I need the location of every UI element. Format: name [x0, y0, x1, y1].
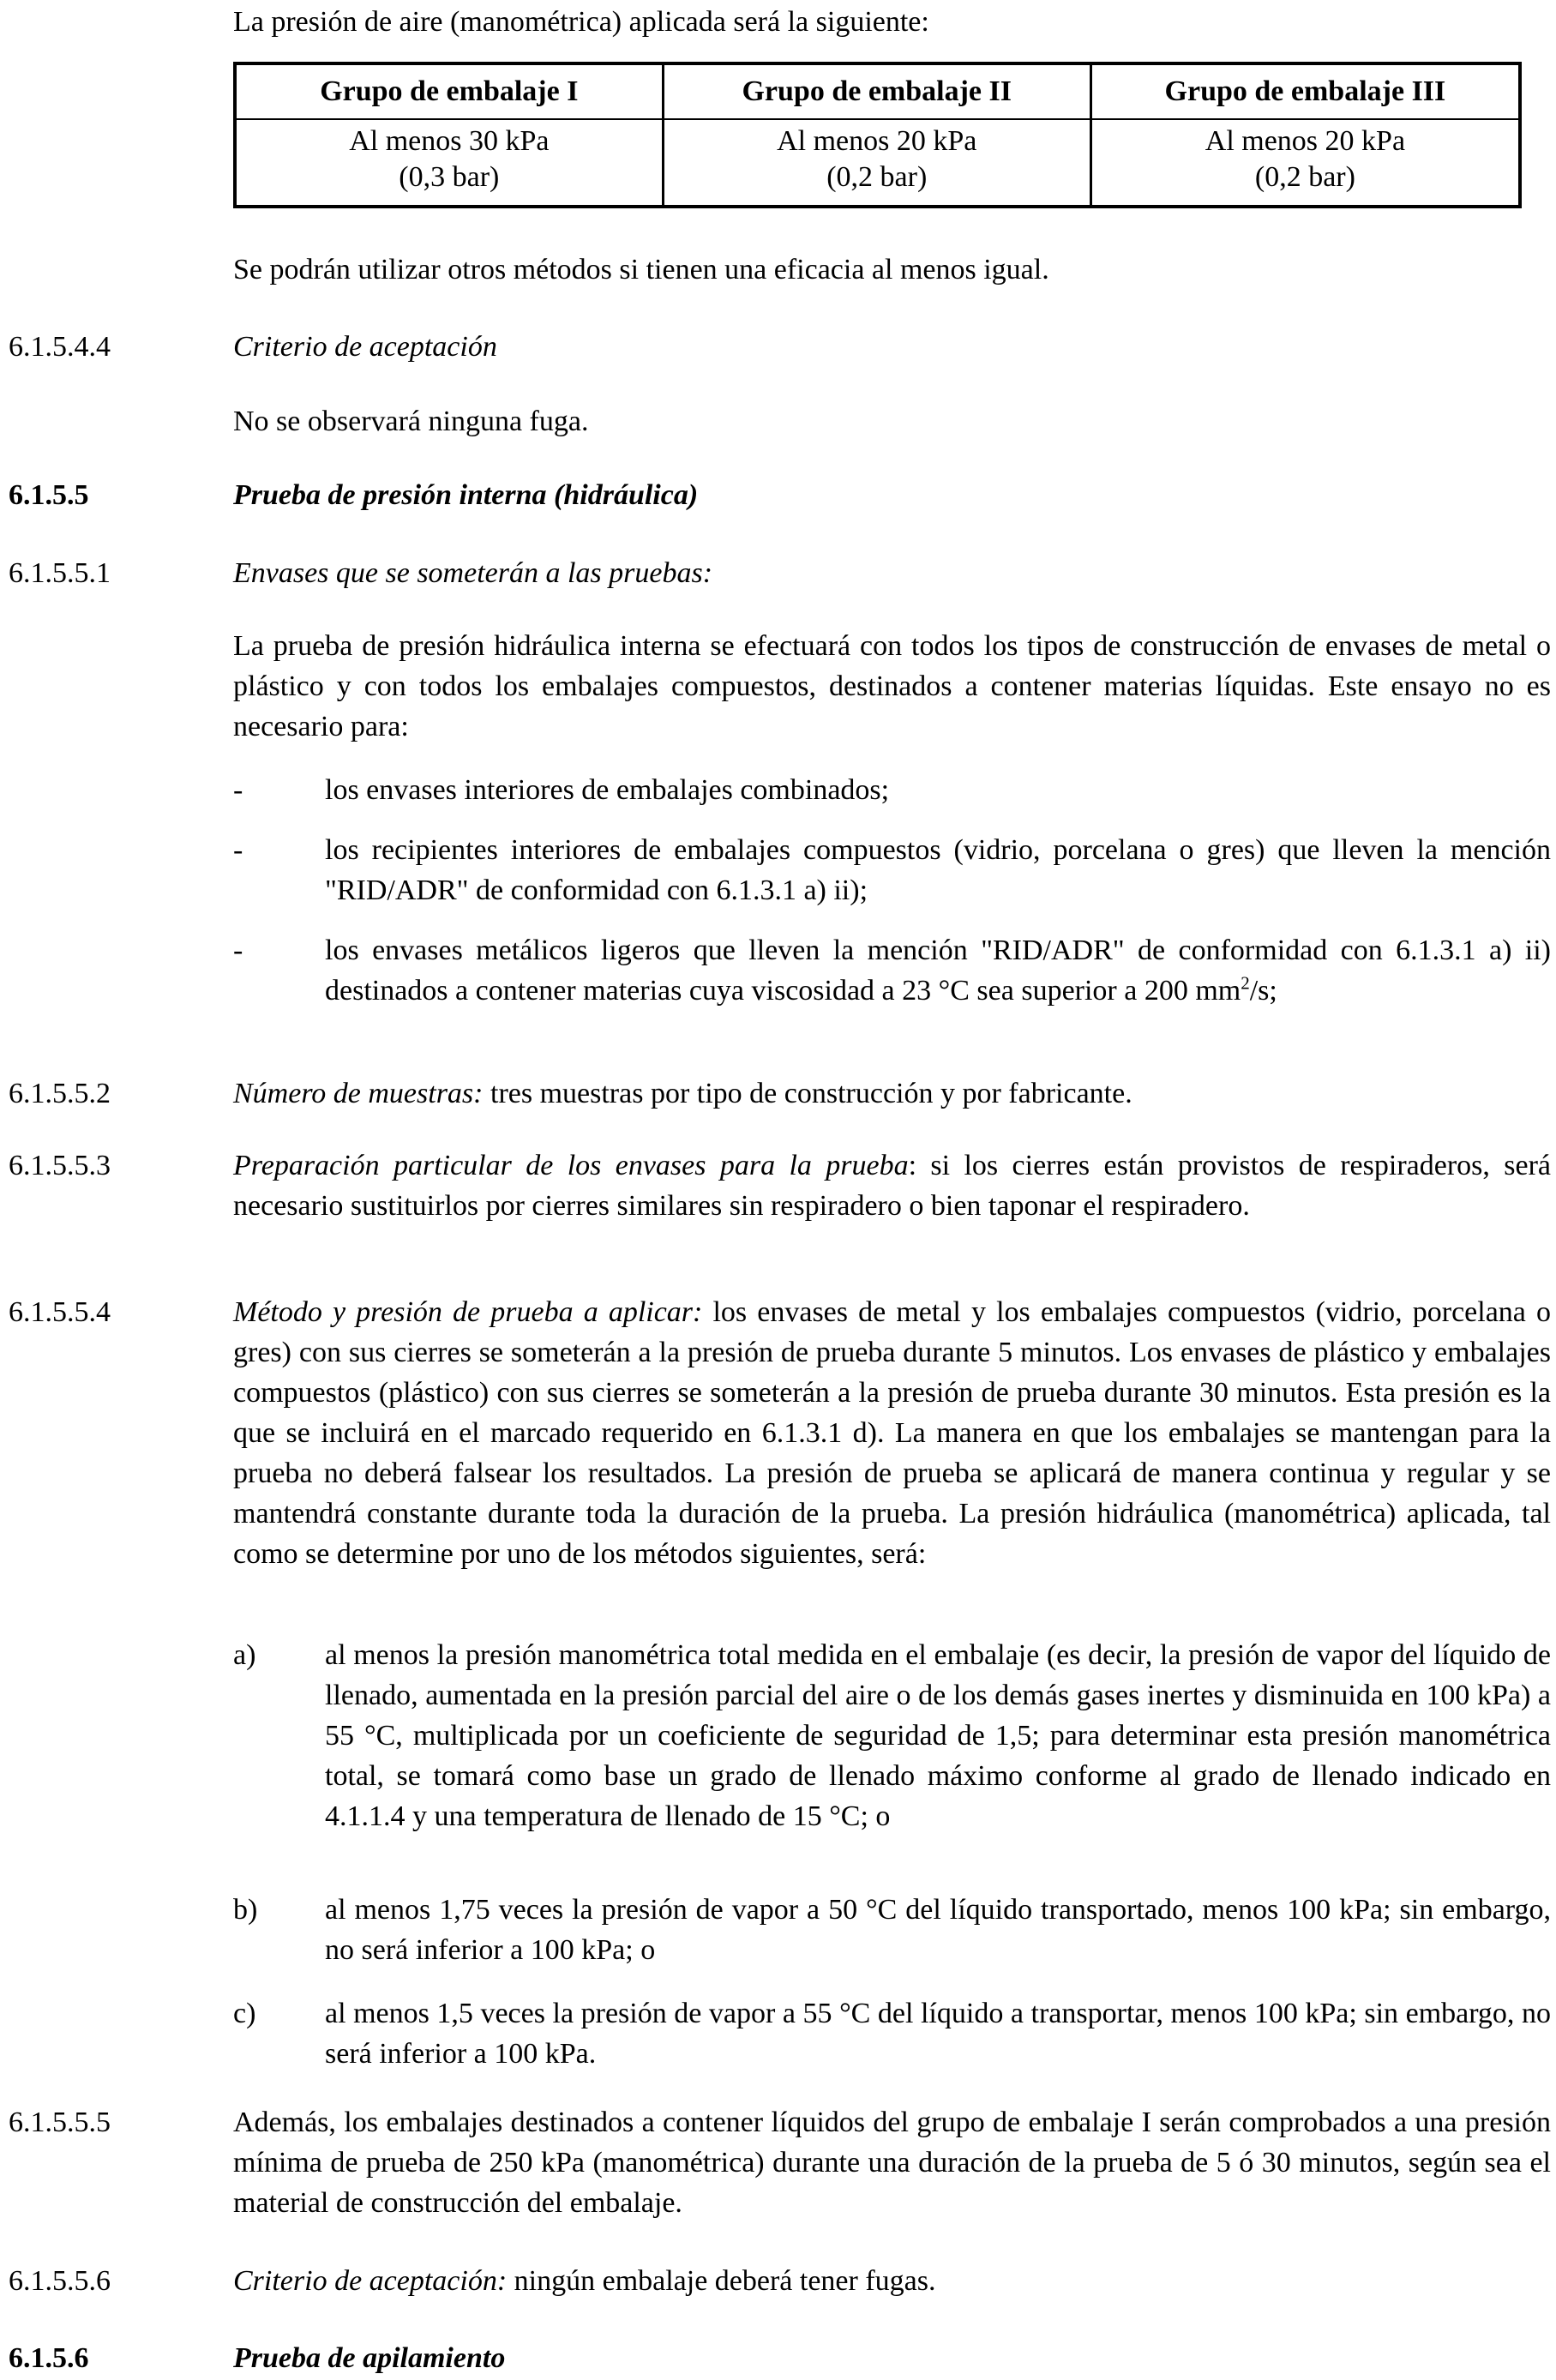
paragraph-text: ningún embalaje deberá tener fugas. — [507, 2265, 936, 2297]
section-heading: Prueba de apilamiento — [233, 2342, 506, 2374]
cell-pressure-bar: (0,2 bar) — [826, 161, 928, 193]
section-number: 6.1.5.5.3 — [9, 1150, 111, 1181]
list-bullet: - — [233, 935, 243, 966]
section-number: 6.1.5.5.1 — [9, 557, 111, 589]
section-number: 6.1.5.5.5 — [9, 2107, 111, 2138]
section-text: No se observará ninguna fuga. — [233, 406, 589, 437]
intro-text: La presión de aire (manométrica) aplicada será la siguiente: — [233, 6, 929, 38]
table-header: Grupo de embalaje III — [1090, 63, 1520, 119]
list-item-text: al menos 1,5 veces la presión de vapor a 55 °C del líquido a transportar, menos 100 kPa; sin embargo, no será inferior a 100 kPa. — [325, 1998, 1551, 2070]
section-number: 6.1.5.5.6 — [9, 2265, 111, 2297]
table-header-row — [235, 63, 1520, 119]
list-item-text-tail: /s; — [1249, 975, 1277, 1007]
cell-pressure-bar: (0,3 bar) — [399, 161, 500, 193]
list-marker: c) — [233, 1998, 256, 2029]
section-number: 6.1.5.4.4 — [9, 331, 111, 363]
cell-pressure-kpa: Al menos 20 kPa — [777, 125, 977, 157]
table-cell — [235, 119, 663, 207]
superscript: 2 — [1241, 972, 1250, 994]
section-number: 6.1.5.6 — [9, 2342, 89, 2374]
cell-pressure-bar: (0,2 bar) — [1254, 161, 1355, 193]
section-paragraph — [233, 1292, 1551, 1574]
list-item-text — [325, 930, 1551, 1011]
section-paragraph: La prueba de presión hidráulica interna se efectuará con todos los tipos de construcción de envases de metal o plástico y con todos los embalajes compuestos, destinados a contener materias líquidas. Este ensayo no es necesario para: — [233, 630, 1551, 742]
list-marker: a) — [233, 1639, 256, 1671]
section-heading: Prueba de presión interna (hidráulica) — [233, 479, 699, 511]
table-cell — [663, 119, 1090, 207]
list-item-text: al menos 1,75 veces la presión de vapor a 50 °C del líquido transportado, menos 100 kPa; sin embargo, no será inferior a 100 kPa; o — [325, 1894, 1551, 1966]
cell-pressure-kpa: Al menos 20 kPa — [1205, 125, 1406, 157]
section-title: Criterio de aceptación — [233, 331, 497, 363]
paragraph-label: Número de muestras: — [233, 1078, 484, 1109]
list-bullet: - — [233, 834, 243, 866]
section-title: Envases que se someterán a las pruebas: — [233, 557, 713, 589]
cell-pressure-kpa: Al menos 30 kPa — [349, 125, 550, 157]
table-cell — [1090, 119, 1520, 207]
list-item-text-main: los envases metálicos ligeros que lleven la mención "RID/ADR" de conformidad con 6.1.3.1 a) ii) destinados a contener materias cuya viscosidad a 23 °C sea superior a 200 mm — [325, 935, 1551, 1007]
list-item-text: los envases interiores de embalajes combinados; — [325, 774, 890, 806]
section-paragraph — [233, 2261, 1551, 2301]
paragraph-label: Método y presión de prueba a aplicar: — [233, 1296, 703, 1328]
section-paragraph — [233, 1145, 1551, 1226]
other-methods-text: Se podrán utilizar otros métodos si tienen una eficacia al menos igual. — [233, 254, 1049, 285]
section-number: 6.1.5.5.2 — [9, 1078, 111, 1109]
section-number: 6.1.5.5 — [9, 479, 89, 511]
paragraph-text: tres muestras por tipo de construcción y por fabricante. — [483, 1078, 1132, 1109]
paragraph-text: : si los cierres están provistos de respiraderos, será necesario sustituirlos por cierres similares sin respiradero o bien taponar el respiradero. — [233, 1150, 1551, 1222]
paragraph-label: Preparación particular de los envases para la prueba — [233, 1150, 909, 1181]
table-row — [235, 119, 1520, 207]
section-paragraph: Además, los embalajes destinados a contener líquidos del grupo de embalaje I serán comprobados a una presión mínima de prueba de 250 kPa (manométrica) durante una duración de la prueba de 5 ó 30 minutos, según sea el material de construcción del embalaje. — [233, 2107, 1551, 2219]
table-header: Grupo de embalaje I — [235, 63, 663, 119]
section-number: 6.1.5.5.4 — [9, 1296, 111, 1328]
paragraph-label: Criterio de aceptación: — [233, 2265, 508, 2297]
list-item-text: los recipientes interiores de embalajes compuestos (vidrio, porcelana o gres) que lleven la mención "RID/ADR" de conformidad con 6.1.3.1 a) ii); — [325, 834, 1551, 906]
paragraph-text: los envases de metal y los embalajes compuestos (vidrio, porcelana o gres) con sus cierres se someterán a la presión de prueba durante 5 minutos. Los envases de plástico y embalajes compuestos (plástico) con sus cierres se someterán a la presión de prueba durante 30 minutos. Esta presión es la que se incluirá en el marcado requerido en 6.1.3.1 d). La manera en que los embalajes se mantengan para la prueba no deberá falsear los resultados. La presión de prueba se aplicará de manera continua y regular y se mantendrá constante durante toda la duración de la prueba. La presión hidráulica (manométrica) aplicada, tal como se determine por uno de los métodos siguientes, será: — [233, 1296, 1552, 1570]
list-bullet: - — [233, 774, 243, 806]
pressure-table — [233, 62, 1522, 208]
list-marker: b) — [233, 1894, 258, 1926]
section-paragraph — [233, 1073, 1551, 1114]
list-item-text: al menos la presión manométrica total medida en el embalaje (es decir, la presión de vapor del líquido de llenado, aumentada en la presión parcial del aire o de los demás gases inertes y disminuida en 100 kPa) a 55 °C, multiplicada por un coeficiente de seguridad de 1,5; para determinar esta presión manométrica total, se tomará como base un grado de llenado máximo conforme al grado de llenado indicado en 4.1.1.4 y una temperatura de llenado de 15 °C; o — [325, 1639, 1551, 1832]
table-header: Grupo de embalaje II — [663, 63, 1090, 119]
